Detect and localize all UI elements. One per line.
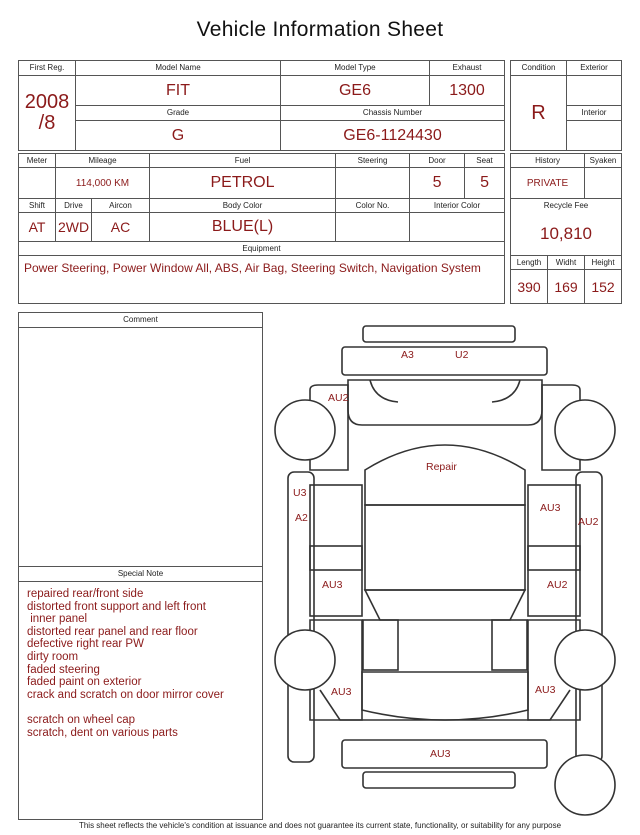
meter-label: Meter — [19, 154, 56, 168]
recycle-fee-label: Recycle Fee — [511, 199, 622, 213]
model-type-value: GE6 — [281, 76, 430, 106]
model-type-label: Model Type — [281, 61, 430, 76]
spec-table — [18, 153, 505, 304]
rear-garnish-outline — [363, 772, 515, 788]
condition-value: R — [511, 76, 567, 151]
model-table — [18, 60, 505, 151]
windshield-outline — [365, 445, 525, 505]
steering-value — [336, 168, 410, 199]
mark-left-rear-door: AU3 — [322, 579, 343, 591]
fuel-value: PETROL — [150, 168, 336, 199]
body-color-label: Body Color — [150, 199, 336, 213]
exterior-value — [567, 76, 622, 106]
mark-front-bumper: A3 — [401, 349, 414, 361]
length-label: Length — [511, 256, 548, 270]
right-front-wheel — [555, 400, 615, 460]
left-rear-pillar-outline — [363, 620, 398, 670]
color-no-value — [336, 213, 410, 242]
drive-value: 2WD — [56, 213, 92, 242]
mark-front-bumper-right: U2 — [455, 349, 469, 361]
mark-left-front-door-u: U3 — [293, 487, 307, 499]
steering-label: Steering — [336, 154, 410, 168]
recycle-fee-value: 10,810 — [511, 213, 622, 256]
mark-right-front-door: AU3 — [540, 502, 561, 514]
fuel-label: Fuel — [150, 154, 336, 168]
rear-body-outline — [320, 690, 570, 720]
equipment-label: Equipment — [19, 242, 505, 256]
mark-right-rear-quarter: AU3 — [535, 684, 556, 696]
comment-body — [19, 328, 262, 566]
mark-roof: Repair — [426, 461, 457, 473]
chassis-number-label: Chassis Number — [281, 106, 505, 121]
right-rear-wheel — [555, 630, 615, 690]
color-no-label: Color No. — [336, 199, 410, 213]
width-label: Widht — [548, 256, 585, 270]
exhaust-value: 1300 — [430, 76, 505, 106]
right-rear-pillar-outline — [492, 620, 527, 670]
first-reg-month: /8 — [38, 112, 56, 134]
interior-color-label: Interior Color — [410, 199, 505, 213]
left-headlight-outline — [370, 380, 398, 402]
model-name-value: FIT — [76, 76, 281, 106]
mark-left-front-door-a: A2 — [295, 512, 308, 524]
grade-value: G — [76, 121, 281, 151]
special-note-item: defective right rear PW — [27, 638, 144, 651]
special-note-item: repaired rear/front side — [27, 588, 144, 600]
front-body-outline — [348, 380, 542, 425]
history-table — [510, 153, 622, 304]
drive-label: Drive — [56, 199, 92, 213]
right-front-door-outline — [528, 485, 580, 570]
door-label: Door — [410, 154, 465, 168]
equipment-cell — [19, 256, 505, 304]
width-value: 169 — [548, 270, 585, 304]
history-label: History — [511, 154, 585, 168]
mileage-value: 114,000 KM — [56, 168, 150, 199]
left-front-door-outline — [310, 485, 362, 570]
special-note-list — [19, 582, 262, 739]
special-note-item: distorted rear panel and rear floor — [27, 625, 198, 638]
left-rear-wheel — [275, 630, 335, 690]
grade-label: Grade — [76, 106, 281, 121]
height-value: 152 — [585, 270, 622, 304]
mark-right-rear-door: AU2 — [547, 579, 568, 591]
meter-value — [19, 168, 56, 199]
comment-heading: Comment — [19, 313, 262, 328]
mark-right-front-door-edge: AU2 — [578, 516, 599, 528]
aircon-value: AC — [92, 213, 150, 242]
chassis-number-value: GE6-1124430 — [281, 121, 505, 151]
left-front-wheel — [275, 400, 335, 460]
special-note-item: faded paint on exterior — [27, 676, 142, 689]
shift-value: AT — [19, 213, 56, 242]
roof-outline — [365, 505, 525, 590]
equipment-value: Power Steering, Power Window All, ABS, Air Bag, Steering Switch, Navigation System — [24, 261, 481, 275]
special-note-item: scratch on wheel cap — [27, 713, 136, 726]
special-note-item: distorted front support and left front — [27, 600, 206, 613]
syaken-label: Syaken — [585, 154, 622, 168]
page-title: Vehicle Information Sheet — [196, 18, 444, 41]
tailgate-outline — [362, 672, 528, 720]
special-note-item: scratch, dent on various parts — [27, 726, 178, 739]
first-reg-label: First Reg. — [19, 61, 76, 76]
mark-left-front-fender: AU2 — [328, 392, 349, 404]
interior-color-value — [410, 213, 505, 242]
first-reg-cell — [19, 76, 76, 151]
interior-value — [567, 121, 622, 151]
special-note-item: crack and scratch on door mirror cover — [27, 688, 224, 701]
special-note-item: inner panel — [27, 613, 88, 626]
special-note-item — [27, 701, 262, 714]
mark-left-rear-quarter: AU3 — [331, 686, 352, 698]
shift-label: Shift — [19, 199, 56, 213]
comment-panel — [18, 312, 263, 820]
spare-wheel — [555, 755, 615, 815]
special-note-item: dirty room — [27, 650, 79, 663]
mileage-label: Mileage — [56, 154, 150, 168]
door-value: 5 — [410, 168, 465, 199]
special-note-item: faded steering — [27, 663, 100, 676]
height-label: Height — [585, 256, 622, 270]
seat-value: 5 — [465, 168, 505, 199]
syaken-value — [585, 168, 622, 199]
exhaust-label: Exhaust — [430, 61, 505, 76]
special-note-heading: Special Note — [19, 566, 262, 582]
first-reg-year: 2008 — [24, 91, 70, 113]
front-grille-outline — [363, 326, 515, 342]
condition-table — [510, 60, 622, 151]
exterior-label: Exterior — [567, 61, 622, 76]
rear-window-outline — [365, 590, 525, 620]
front-bumper-outline — [342, 347, 547, 375]
interior-label: Interior — [567, 106, 622, 121]
model-name-label: Model Name — [76, 61, 281, 76]
length-value: 390 — [511, 270, 548, 304]
car-damage-diagram — [270, 320, 625, 820]
disclaimer-footer: This sheet reflects the vehicle's condition at issuance and does not guarantee its current state, functionality, or suitability for any purpose — [78, 821, 562, 830]
mark-rear-bumper: AU3 — [430, 748, 451, 760]
history-value: PRIVATE — [511, 168, 585, 199]
condition-label: Condition — [511, 61, 567, 76]
aircon-label: Aircon — [92, 199, 150, 213]
body-color-value: BLUE(L) — [150, 213, 336, 242]
seat-label: Seat — [465, 154, 505, 168]
right-headlight-outline — [492, 380, 520, 402]
